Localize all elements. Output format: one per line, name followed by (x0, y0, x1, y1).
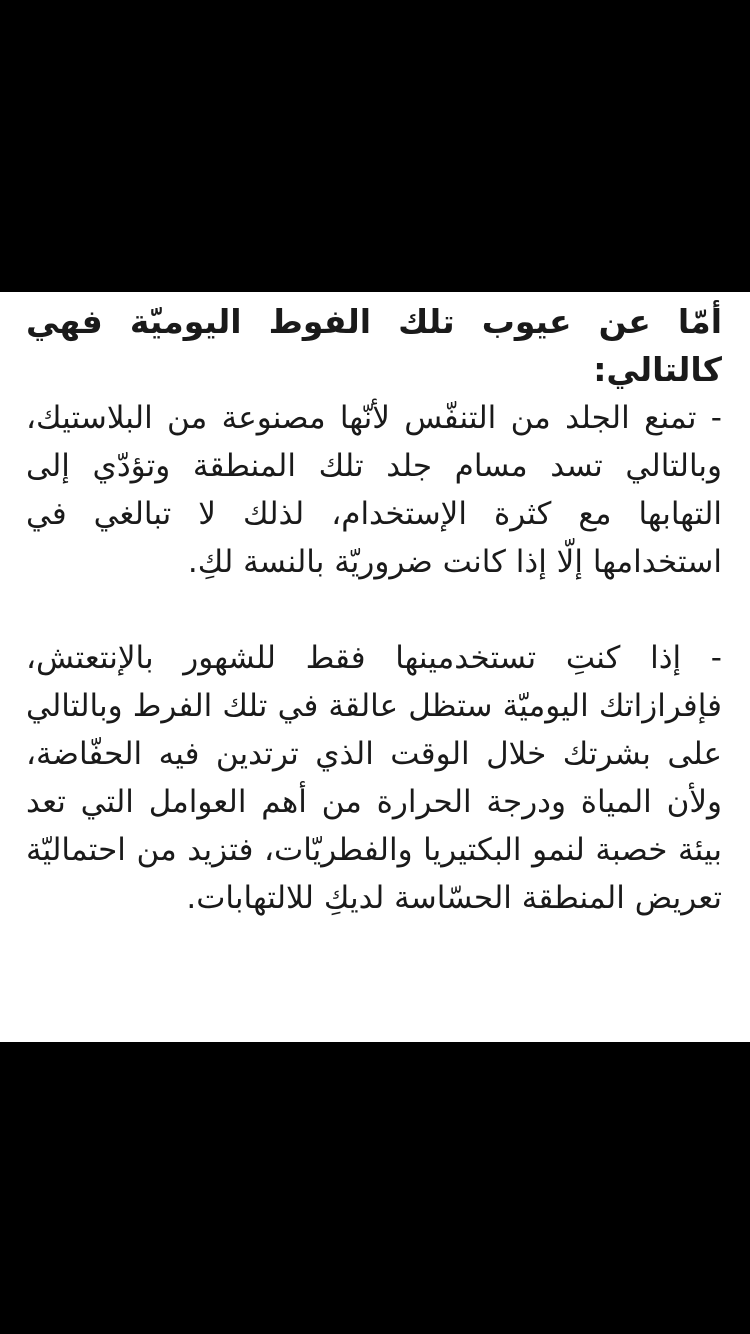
article-paragraph-2: - إذا كنتِ تستخدمينها فقط للشهور بالإنتعتش، فإفرازاتك اليوميّة ستظل عالقة في تلك الفرط وبالتالي على بشرتك خلال الوقت الذي ترتدين فيه الحفّاضة، ولأن المياة ودرجة الحرارة من أهم العوامل التي تعد بيئة خصبة لنمو البكتيريا والفطريّات، فتزيد من احتماليّة تعريض المنطقة الحسّاسة لديكِ للالتهابات. (26, 640, 722, 916)
article-paragraph-1: - تمنع الجلد من التنفّس لأنّها مصنوعة من البلاستيك، وبالتالي تسد مسام جلد تلك المنطقة وتؤدّي إلى التهابها مع كثرة الإستخدام، لذلك لا تبالغي في استخدامها إلّا إذا كانت ضروريّة بالنسة لكِ. (26, 400, 722, 580)
article-heading: أمّا عن عيوب تلك الفوط اليوميّة فهي كالتالي: (26, 302, 722, 389)
top-black-area (0, 0, 750, 292)
article-text-panel (0, 292, 750, 1042)
paragraph-spacer (26, 586, 722, 634)
bottom-black-area (0, 1042, 750, 1334)
